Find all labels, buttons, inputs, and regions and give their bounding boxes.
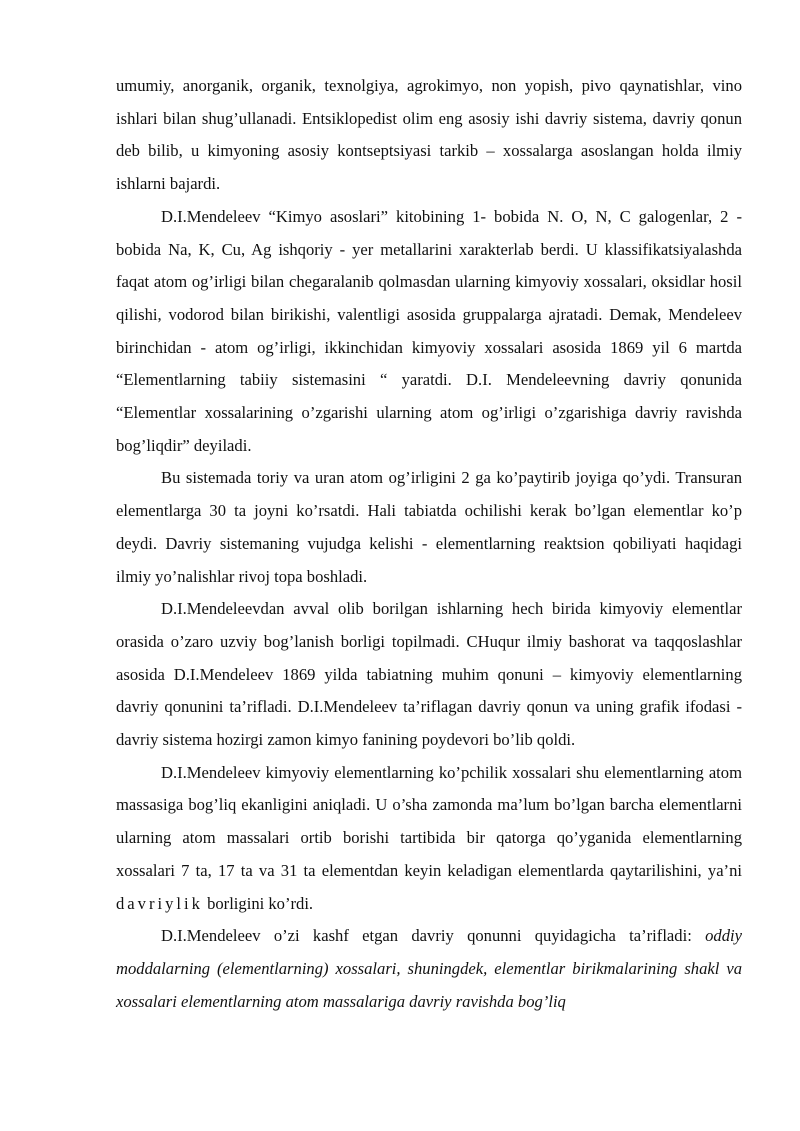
document-page — [116, 70, 742, 1018]
paragraph-4: D.I.Mendeleevdan avval olib borilgan ishlarning hech birida kimyoviy elementlar orasida o’zaro uzviy bog’lanish borligi topilmadi. CHuqur ilmiy bashorat va taqqoslashlar asosida D.I.Mendeleev 1869 yilda tabiatning muhim qonuni – kimyoviy elementlarning davriy qonunini ta’rifladi. D.I.Mendeleev ta’riflagan davriy qonun va uning grafik ifodasi - davriy sistema hozirgi zamon kimyo fanining poydevori bo’lib qoldi. — [116, 599, 742, 750]
paragraph-5-end: borligini ko’rdi. — [207, 893, 314, 913]
paragraph-2: D.I.Mendeleev “Kimyo asoslari” kitobining 1- bobida N. O, N, C galogenlar, 2 - bobida Na, K, Cu, Ag ishqoriy - yer metallarini xarakterlab berdi. U klassifikatsiyalashda faqat atom og’irligi bilan chegaralanib qolmasdan ularning kimyoviy xossalari, oksidlar hosil qilishi, vodorod bilan birikishi, valentligi asosida gruppalarga ajratadi. Demak, Mendeleev birinchidan - atom og’irligi, ikkinchidan kimyoviy xossalari asosida 1869 yil 6 martda “Elementlarning tabiiy sistemasini “ yaratdi. D.I. Mendeleevning davriy qonunida “Elementlar xossalarining o’zgarishi ularning atom og’irligi o’zgarishiga davriy ravishda bog’liqdir” deyiladi. — [116, 206, 742, 455]
paragraph-3: Bu sistemada toriy va uran atom og’irligini 2 ga ko’paytirib joyiga qo’ydi. Transuran elementlarga 30 ta joyni ko’rsatdi. Hali tabiatda ochilishi kerak bo’lgan elementlar ko’p deydi. Davriy sistemaning vujudga kelishi - elementlarning reaktsion qobiliyati haqidagi ilmiy yo’nalishlar rivoj topa boshladi. — [116, 468, 742, 586]
spaced-term: davriylik — [116, 893, 203, 913]
paragraph-1: umumiy, anorganik, organik, texnolgiya, agrokimyo, non yopish, pivo qaynatishlar, vino ishlari bilan shug’ullanadi. Entsiklopedist olim eng asosiy ishi davriy sistema, davriy qonun deb bilib, u kimyoning asosiy kontseptsiyasi tarkib – xossalarga asoslangan holda ilmiy ishlarni bajardi. — [116, 76, 742, 194]
paragraph-6-text: D.I.Mendeleev o’zi kashf etgan davriy qonunni quyidagicha ta’rifladi: — [161, 926, 692, 946]
paragraph-5-text: D.I.Mendeleev kimyoviy elementlarning ko’pchilik xossalari shu elementlarning atom massasiga bog’liq ekanligini aniqladi. U o’sha zamonda ma’lum bo’lgan barcha elementlarni ularning atom massalari ortib borishi tartibida bir qatorga qo’yganida elementlarning xossalari 7 ta, 17 ta va 31 ta elementdan keyin keladigan elementlarda qaytarilishini, ya’ni — [116, 762, 742, 880]
paragraph-5 — [116, 757, 742, 921]
law-definition-italic: oddiy moddalarning (elementlarning) xossalari, shuningdek, elementlar birikmalarining shakl va xossalari elementlarning atom massalariga davriy ravishda bog’liq — [116, 926, 742, 1011]
paragraph-6 — [116, 920, 742, 1018]
